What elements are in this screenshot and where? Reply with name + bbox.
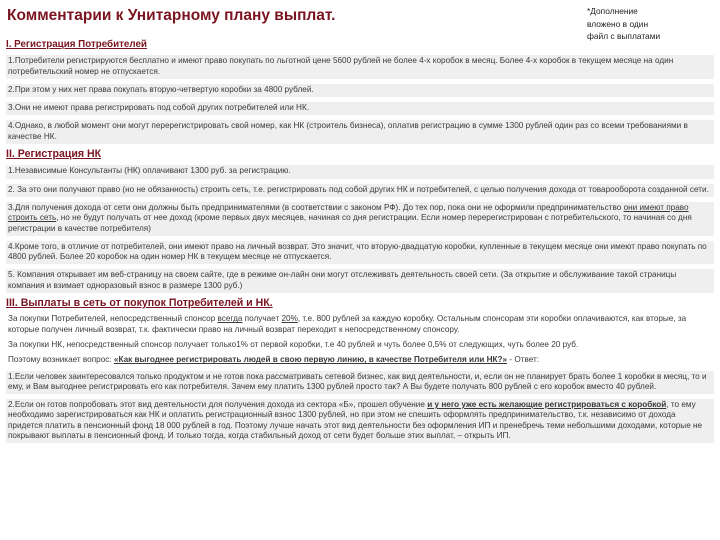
paragraph: [8, 355, 714, 365]
paragraph: 5. Компания открывает им веб-страницу на своем сайте, где в режиме он-лайн они могут отслеживать деятельность своей сети. (За открытие и обслуживание такой страницы компания и взимает одноразовый взнос в размере 1300 руб.): [6, 269, 714, 293]
text-run: Поэтому возникает вопрос:: [8, 355, 114, 365]
text-run: - Ответ:: [507, 355, 540, 365]
underlined-text: они имеют право строить сеть: [8, 202, 689, 223]
underlined-text: 20%: [281, 314, 298, 324]
note-line: файл с выплатами: [587, 31, 661, 41]
paragraph: 1.Независимые Консультанты (НК) оплачивают 1300 руб. за регистрацию.: [6, 165, 714, 178]
paragraph: 3.Они не имеют права регистрировать под собой других потребителей или НК.: [6, 102, 714, 115]
paragraph: 1.Если человек заинтересовался только продуктом и не готов пока рассматривать сетевой бизнес, как вид деятельности, и, если он не планирует брать более 1 коробки в месяц, то и ему, и Вам выгоднее регистрировать его как потребителя. Зачем ему платить 1300 рублей просто так? А Вы будете получать 800 рублей с его коробок вместо 40 рублей.: [6, 371, 714, 395]
note-line: *Дополнение: [587, 6, 638, 16]
section-heading-nk: II. Регистрация НК: [6, 148, 102, 161]
paragraph: За покупки НК, непосредственный спонсор получает только1% от первой коробки, т.е 40 рублей и чуть более 0,5% от следующих, чуть более 20 руб.: [8, 339, 579, 349]
underlined-text: всегда: [217, 314, 243, 324]
appendix-note: [587, 5, 717, 43]
text-run: 3.Для получения дохода от сети они должны быть предпринимателями (в соответствии с законом РФ). До тех пор, пока они не оформили предпринимательство: [8, 202, 624, 212]
paragraph: [6, 399, 714, 443]
section-heading-consumers: I. Регистрация Потребителей: [6, 39, 147, 50]
paragraph: 4.Кроме того, в отличие от потребителей, они имеют право на личный возврат. Это значит, что вторую-двадцатую коробки, купленные в текущем месяце они имеют право покупать по 4800 рублей. Более 20 коробок на один номер НК в текущем месяце не отпускается.: [6, 241, 714, 265]
section-heading-payouts: III. Выплаты в сеть от покупок Потребителей и НК.: [6, 297, 273, 310]
paragraph: 4.Однако, в любой момент они могут перерегистрировать свой номер, как НК (строитель бизнеса), оплатив регистрацию в сумме 1300 рублей один раз со всеми требованиями в качестве НК.: [6, 120, 714, 144]
text-run: получает: [242, 314, 282, 324]
text-run: , то ему необходимо зарегистрироваться как НК и оплатить регистрационный взнос 1300 рублей, но при этом не спешить оформлять предпринимательство, т.к. независимо от дохода придется платить в пенсионный фонд 18 000 рублей в год. Поэтому лучше начать этот вид деятельности без оформления ИП и пренебречь теми небольшими доходами, которые не покрывают выплаты в пенсионный фонд. И только тогда, когда стабильный доход от сети будет больше этих выплат, – открыть ИП.: [8, 400, 703, 441]
highlighted-question: «Как выгоднее регистрировать людей в свою первую линию, в качестве Потребителя или НК?»: [113, 355, 508, 365]
text-run: , но не будут получать от нее доход (кроме первых двух месяцев, начиная со дня регистрации. Если номер перерегистрирован с потребительского, то начиная со дня регистрации в качестве потребителя): [8, 213, 692, 233]
text-run: , т.е. 800 рублей за каждую коробку. Остальным спонсорам эти коробки оплачиваются, как вторые, за которые получен личный возврат, т.к. фактически право на личный возврат переходит к непосредственному спонсору.: [8, 314, 687, 334]
document-body: [6, 40, 714, 448]
paragraph: 2.При этом у них нет права покупать вторую-четвертую коробки за 4800 рублей.: [6, 84, 714, 97]
paragraph: 2. За это они получают право (но не обязанность) строить сеть, т.е. регистрировать под собой других НК и потребителей, с целью получения дохода от товарооборота созданной сети.: [6, 184, 714, 197]
page-title: Комментарии к Унитарному плану выплат.: [7, 7, 336, 24]
paragraph: [8, 314, 714, 335]
paragraph: [6, 202, 714, 236]
text-run: 2.Если он готов попробовать этот вид деятельности для получения дохода из сектора «Б», прошел обучение: [8, 400, 428, 410]
underlined-text: и у него уже есть желающие регистрироваться с коробкой: [427, 400, 667, 410]
text-run: За покупки Потребителей, непосредственный спонсор: [8, 314, 218, 324]
paragraph: 1.Потребители регистрируются бесплатно и имеют право покупать по льготной цене 5600 рублей не более 4-х коробок в месяц. Более 4-х коробок в текущем месяце на один потребительский номер не отпускается.: [6, 55, 714, 79]
note-line: вложено в один: [587, 18, 649, 29]
